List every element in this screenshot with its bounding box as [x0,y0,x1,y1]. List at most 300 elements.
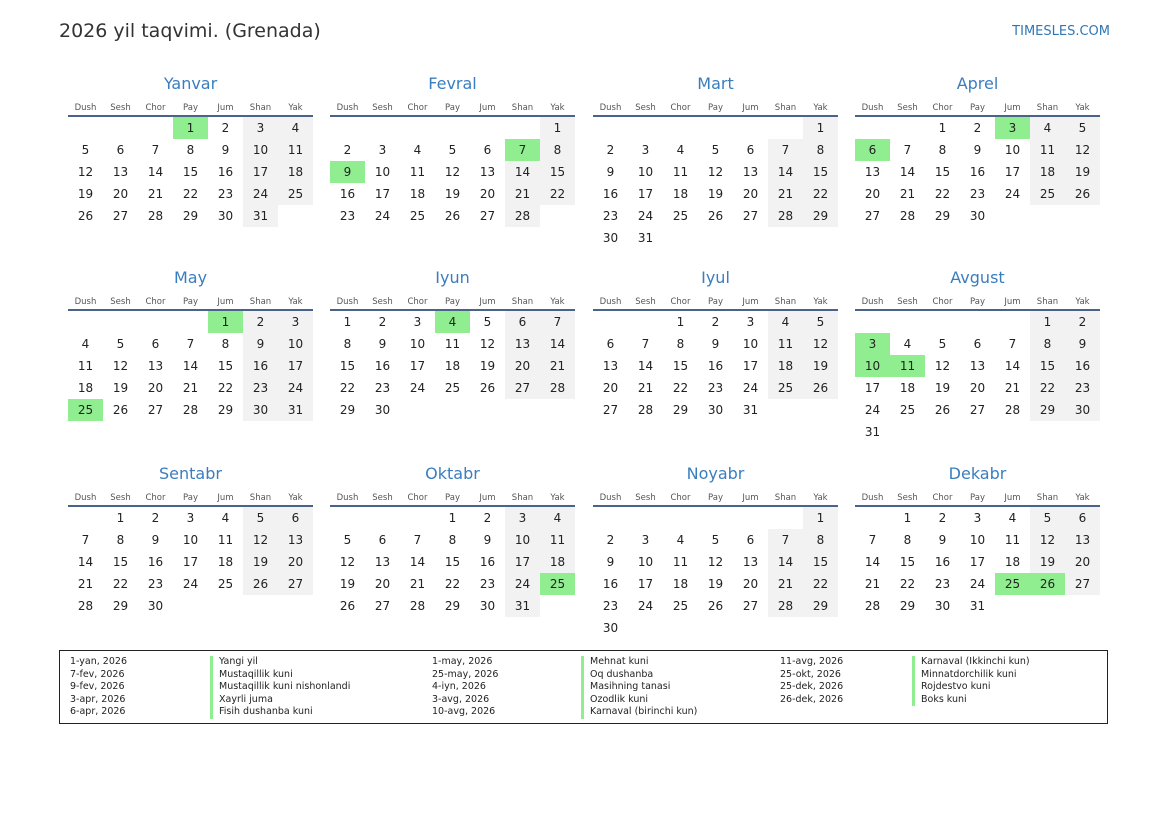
holiday-day-cell: 25 [68,399,103,421]
month-title: Oktabr [425,464,480,483]
weekend-day-cell: 18 [1030,161,1065,183]
day-cell: 27 [374,599,391,613]
weekday-header: Jum [208,100,243,116]
empty-cell [698,506,733,529]
day-cell: 3 [186,511,195,525]
day-cell: 4 [221,511,230,525]
day-cell: 19 [112,381,129,395]
day-cell: 11 [217,533,234,547]
day-cell: 20 [479,187,496,201]
weekend-day-cell: 21 [768,573,803,595]
empty-cell [960,310,995,333]
weekday-header: Chor [925,294,960,310]
day-cell: 21 [637,381,654,395]
weekend-day-cell: 1 [1030,310,1065,333]
legend-holiday-name: Fisih dushanba kuni [210,706,313,719]
day-cell: 26 [707,599,724,613]
site-link[interactable]: TIMESLES.COM [1012,24,1110,39]
legend-holiday-name: Ozodlik kuni [581,694,648,707]
day-cell: 1 [676,315,685,329]
day-cell: 15 [444,555,461,569]
weekend-day-cell: 6 [505,310,540,333]
day-cell: 29 [899,599,916,613]
empty-cell [470,116,505,139]
weekday-header: Shan [768,490,803,506]
day-cell: 26 [934,403,951,417]
day-cell: 19 [479,359,496,373]
weekday-header: Jum [733,294,768,310]
empty-cell [995,421,1030,443]
day-cell: 13 [742,165,759,179]
legend-date: 11-avg, 2026 [780,656,844,667]
day-cell: 5 [81,143,90,157]
legend-holiday-name: Rojdestvo kuni [912,681,991,694]
weekend-day-cell: 21 [505,183,540,205]
month-title: Iyun [435,268,470,287]
day-cell: 7 [413,533,422,547]
weekend-day-cell: 12 [1030,529,1065,551]
empty-cell [138,116,173,139]
weekend-day-cell: 22 [1030,377,1065,399]
month-title: Avgust [950,268,1005,287]
day-cell: 5 [448,143,457,157]
weekend-day-cell: 26 [1065,183,1100,205]
day-cell: 28 [147,209,164,223]
day-cell: 14 [1004,359,1021,373]
day-cell: 1 [903,511,912,525]
month-title: Aprel [956,74,999,93]
weekday-header: Dush [330,100,365,116]
weekday-header: Dush [593,294,628,310]
day-cell: 18 [217,555,234,569]
weekday-header: Dush [855,294,890,310]
empty-cell [698,227,733,249]
weekday-header: Jum [733,100,768,116]
weekend-day-cell: 9 [243,333,278,355]
day-cell: 19 [444,187,461,201]
weekend-day-cell: 15 [803,161,838,183]
weekend-day-cell: 31 [243,205,278,227]
day-cell: 7 [903,143,912,157]
weekend-day-cell: 24 [278,377,313,399]
day-cell: 13 [969,359,986,373]
day-cell: 16 [602,577,619,591]
month-title: May [173,268,208,287]
weekend-day-cell: 19 [243,551,278,573]
empty-cell [628,617,663,639]
day-cell: 8 [221,337,230,351]
month-table [855,294,1100,443]
day-cell: 10 [637,555,654,569]
day-cell: 27 [479,209,496,223]
weekend-day-cell: 14 [540,333,575,355]
day-cell: 27 [742,599,759,613]
legend-holiday-name: Karnaval (birinchi kun) [581,706,697,719]
day-cell: 2 [938,511,947,525]
weekday-header: Chor [400,490,435,506]
day-cell: 2 [711,315,720,329]
weekend-day-cell: 8 [540,139,575,161]
weekday-header: Yak [1065,294,1100,310]
day-cell: 11 [77,359,94,373]
month-table [855,100,1100,227]
month-table [68,294,313,421]
weekday-header: Pay [435,490,470,506]
day-cell: 22 [112,577,129,591]
day-cell: 22 [672,381,689,395]
day-cell: 12 [444,165,461,179]
weekday-header: Sesh [890,294,925,310]
day-cell: 12 [77,165,94,179]
legend-date: 7-fev, 2026 [70,668,125,680]
month-title: Noyabr [686,464,745,483]
weekday-header: Chor [663,294,698,310]
weekday-header: Yak [278,490,313,506]
month-table [593,490,838,639]
day-cell: 12 [707,165,724,179]
weekend-day-cell: 5 [1030,506,1065,529]
weekend-day-cell: 11 [540,529,575,551]
holiday-day-cell: 3 [855,333,890,355]
day-cell: 16 [479,555,496,569]
day-cell: 28 [1004,403,1021,417]
day-cell: 28 [182,403,199,417]
day-cell: 5 [343,533,352,547]
weekend-day-cell: 31 [505,595,540,617]
month-yanvar [68,73,313,227]
day-cell: 11 [444,337,461,351]
day-cell: 3 [378,143,387,157]
day-cell: 7 [81,533,90,547]
weekend-day-cell: 3 [505,506,540,529]
day-cell: 23 [602,599,619,613]
empty-cell [663,116,698,139]
weekend-day-cell: 28 [768,595,803,617]
weekend-day-cell: 24 [505,573,540,595]
weekend-day-cell: 7 [768,139,803,161]
legend-holiday-name: Mustaqillik kuni [210,669,293,682]
day-cell: 15 [112,555,129,569]
empty-cell [890,116,925,139]
weekend-day-cell: 4 [540,506,575,529]
empty-cell [733,506,768,529]
empty-cell [68,506,103,529]
weekday-header: Shan [505,490,540,506]
day-cell: 11 [1004,533,1021,547]
weekend-day-cell: 27 [1065,573,1100,595]
day-cell: 24 [637,209,654,223]
empty-cell [768,617,803,639]
day-cell: 31 [864,425,881,439]
weekday-header: Dush [68,490,103,506]
day-cell: 15 [934,165,951,179]
weekday-header: Pay [960,294,995,310]
day-cell: 5 [938,337,947,351]
weekday-header: Sesh [628,294,663,310]
empty-cell [505,399,540,421]
weekday-header: Dush [68,294,103,310]
weekday-header: Sesh [365,294,400,310]
day-cell: 21 [409,577,426,591]
month-table [330,490,575,617]
empty-cell [1065,421,1100,443]
empty-cell [698,116,733,139]
weekday-header: Shan [243,100,278,116]
weekend-day-cell: 4 [768,310,803,333]
weekend-day-cell: 25 [278,183,313,205]
day-cell: 27 [742,209,759,223]
weekend-day-cell: 19 [1030,551,1065,573]
day-cell: 20 [742,187,759,201]
day-cell: 27 [969,403,986,417]
empty-cell [628,310,663,333]
day-cell: 18 [672,577,689,591]
day-cell: 17 [182,555,199,569]
weekday-header: Dush [593,490,628,506]
month-noyabr [593,463,838,639]
day-cell: 18 [1004,555,1021,569]
empty-cell [960,421,995,443]
empty-cell [173,595,208,617]
weekend-day-cell: 31 [278,399,313,421]
month-table [68,100,313,227]
day-cell: 31 [969,599,986,613]
empty-cell [278,205,313,227]
day-cell: 31 [637,231,654,245]
weekend-day-cell: 14 [768,161,803,183]
legend-date: 25-dek, 2026 [780,681,844,692]
day-cell: 23 [374,381,391,395]
day-cell: 7 [641,337,650,351]
weekday-header: Yak [803,490,838,506]
empty-cell [540,595,575,617]
weekday-header: Jum [470,490,505,506]
empty-cell [733,617,768,639]
day-cell: 3 [641,143,650,157]
day-cell: 21 [864,577,881,591]
weekday-header: Pay [173,294,208,310]
day-cell: 9 [378,337,387,351]
day-cell: 18 [899,381,916,395]
month-title: Yanvar [163,74,218,93]
empty-cell [890,310,925,333]
empty-cell [68,116,103,139]
day-cell: 25 [409,209,426,223]
day-cell: 11 [672,555,689,569]
weekend-day-cell: 2 [243,310,278,333]
day-cell: 5 [116,337,125,351]
empty-cell [733,116,768,139]
month-table [593,100,838,249]
weekday-header: Pay [698,490,733,506]
weekday-header: Shan [1030,490,1065,506]
day-cell: 22 [217,381,234,395]
empty-cell [733,227,768,249]
day-cell: 6 [973,337,982,351]
weekend-day-cell: 10 [505,529,540,551]
empty-cell [663,506,698,529]
weekday-header: Dush [330,294,365,310]
empty-cell [103,116,138,139]
empty-cell [208,595,243,617]
empty-cell [803,227,838,249]
weekend-day-cell: 6 [278,506,313,529]
day-cell: 9 [973,143,982,157]
day-cell: 6 [151,337,160,351]
weekend-day-cell: 8 [1030,333,1065,355]
weekday-header: Yak [803,294,838,310]
weekday-header: Shan [768,100,803,116]
weekend-day-cell: 20 [505,355,540,377]
day-cell: 26 [479,381,496,395]
day-cell: 4 [1008,511,1017,525]
month-title: Mart [697,74,734,93]
empty-cell [803,399,838,421]
empty-cell [470,399,505,421]
day-cell: 22 [899,577,916,591]
day-cell: 4 [676,533,685,547]
empty-cell [1065,205,1100,227]
day-cell: 26 [112,403,129,417]
empty-cell [663,617,698,639]
weekday-header: Shan [243,490,278,506]
day-cell: 18 [77,381,94,395]
weekend-day-cell: 4 [1030,116,1065,139]
weekend-day-cell: 19 [1065,161,1100,183]
weekend-day-cell: 6 [1065,506,1100,529]
day-cell: 3 [413,315,422,329]
weekday-header: Yak [1065,100,1100,116]
weekend-day-cell: 11 [278,139,313,161]
weekend-day-cell: 21 [768,183,803,205]
day-cell: 10 [637,165,654,179]
day-cell: 30 [479,599,496,613]
day-cell: 2 [606,533,615,547]
day-cell: 23 [934,577,951,591]
day-cell: 13 [112,165,129,179]
weekday-header: Sesh [890,100,925,116]
empty-cell [628,506,663,529]
day-cell: 3 [973,511,982,525]
weekday-header: Chor [663,490,698,506]
weekend-day-cell: 8 [803,529,838,551]
day-cell: 24 [182,577,199,591]
day-cell: 23 [602,209,619,223]
weekend-day-cell: 8 [803,139,838,161]
weekday-header: Yak [803,100,838,116]
weekday-header: Pay [960,490,995,506]
day-cell: 29 [444,599,461,613]
weekend-day-cell: 3 [278,310,313,333]
day-cell: 1 [116,511,125,525]
day-cell: 29 [672,403,689,417]
holiday-day-cell: 25 [540,573,575,595]
day-cell: 9 [938,533,947,547]
weekend-day-cell: 2 [1065,310,1100,333]
weekday-header: Chor [138,490,173,506]
holiday-day-cell: 11 [890,355,925,377]
legend-holiday-name: Mustaqillik kuni nishonlandi [210,681,350,694]
weekend-day-cell: 18 [768,355,803,377]
day-cell: 20 [864,187,881,201]
empty-cell [593,506,628,529]
empty-cell [768,506,803,529]
day-cell: 14 [77,555,94,569]
weekend-day-cell: 22 [803,573,838,595]
day-cell: 13 [602,359,619,373]
day-cell: 2 [343,143,352,157]
legend-holiday-name: Xayrli juma [210,694,273,707]
day-cell: 14 [147,165,164,179]
day-cell: 22 [339,381,356,395]
legend-holiday-name: Boks kuni [912,694,967,707]
day-cell: 9 [606,165,615,179]
weekday-header: Dush [855,100,890,116]
month-oktabr [330,463,575,617]
weekend-day-cell: 16 [243,355,278,377]
page-title: 2026 yil taqvimi. (Grenada) [59,20,321,42]
empty-cell [768,116,803,139]
day-cell: 4 [81,337,90,351]
day-cell: 26 [339,599,356,613]
day-cell: 12 [339,555,356,569]
day-cell: 8 [186,143,195,157]
weekend-day-cell: 26 [803,377,838,399]
weekend-day-cell: 12 [243,529,278,551]
month-iyun [330,267,575,421]
day-cell: 4 [676,143,685,157]
day-cell: 24 [742,381,759,395]
weekend-day-cell: 13 [278,529,313,551]
weekday-header: Yak [540,100,575,116]
weekday-header: Yak [1065,490,1100,506]
day-cell: 20 [112,187,129,201]
month-table [330,100,575,227]
weekday-header: Sesh [365,100,400,116]
weekend-day-cell: 25 [1030,183,1065,205]
empty-cell [628,116,663,139]
day-cell: 12 [707,555,724,569]
weekday-header: Dush [330,490,365,506]
weekday-header: Yak [540,490,575,506]
weekday-header: Pay [698,294,733,310]
day-cell: 29 [217,403,234,417]
day-cell: 19 [339,577,356,591]
day-cell: 15 [672,359,689,373]
month-mart [593,73,838,249]
day-cell: 29 [182,209,199,223]
day-cell: 16 [339,187,356,201]
month-table [330,294,575,421]
day-cell: 6 [746,143,755,157]
weekday-header: Pay [435,100,470,116]
weekend-day-cell: 25 [768,377,803,399]
day-cell: 26 [707,209,724,223]
day-cell: 24 [374,209,391,223]
legend-holiday-name: Karnaval (Ikkinchi kun) [912,656,1030,669]
month-table [855,490,1100,617]
day-cell: 25 [672,209,689,223]
month-table [68,490,313,617]
weekday-header: Dush [593,100,628,116]
day-cell: 16 [374,359,391,373]
empty-cell [995,595,1030,617]
empty-cell [593,310,628,333]
empty-cell [68,310,103,333]
empty-cell [103,310,138,333]
day-cell: 5 [711,533,720,547]
day-cell: 9 [711,337,720,351]
